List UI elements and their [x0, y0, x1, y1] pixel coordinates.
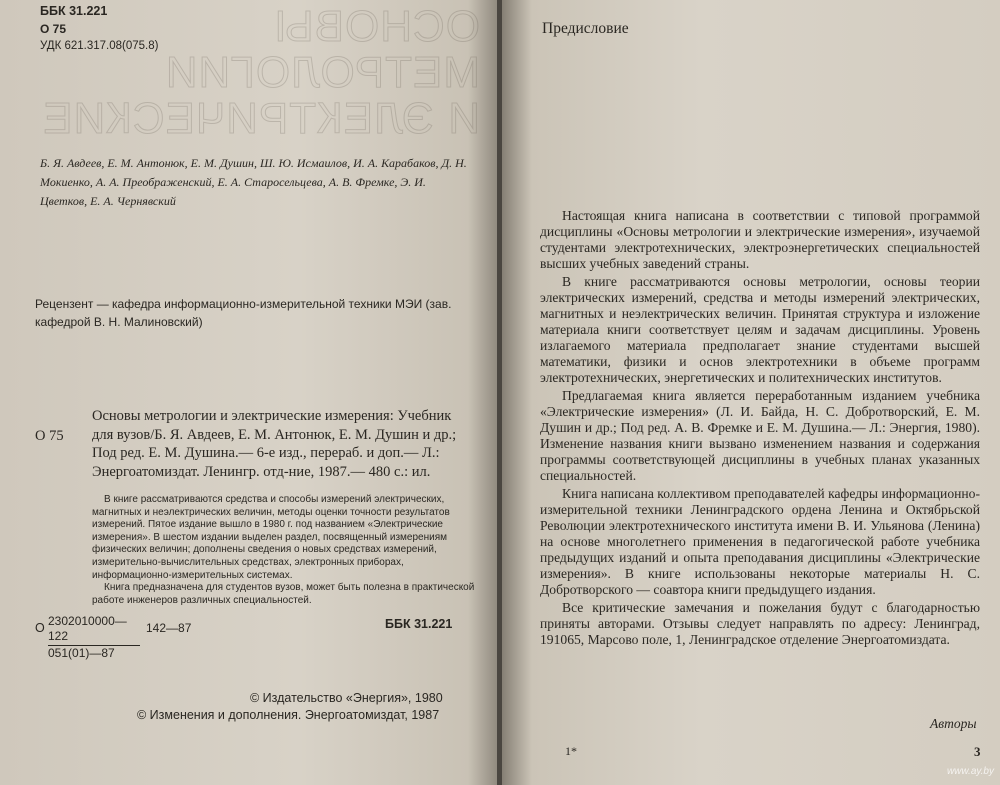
preface-paragraph: Предлагаемая книга является переработанным изданием учебника «Электрические измерения» (Л. И. Байда, Н. С. Добротворский, Е. М. Душин и др.; Под ред. А. В. Фремке и Е. М. Душина.— Л.: Энергия, 1980). Изменение названия книги вызвано изменением названия и содержания программы соответствующей дисциплины в учебных планах указанных специальностей.: [540, 387, 980, 484]
annotation-paragraph: В книге рассматриваются средства и способы измерений электрических, магнитных и неэлектрических величин, методы оценки точности результатов измерений. Пятое издание вышло в 1980 г. под названием «Электрические измерения». В шестом издании выделен раздел, посвященный измерениям физических величин; дополнены сведения о новых средствах измерений, измерительно-вычислительных средствах, электронных приборах, информационно-измерительных системах.: [92, 494, 450, 581]
site-watermark: www.ay.by: [946, 766, 994, 777]
annotation: [92, 494, 477, 607]
catalog-index: О 75: [35, 428, 64, 444]
o-index: О 75: [40, 22, 67, 36]
bbk-header: ББК 31.221: [40, 4, 108, 18]
preface-paragraph: Все критические замечания и пожелания будут с благодарностью приняты авторами. Отзывы следует направлять по адресу: Ленинград, 191065, Марсово поле, 1, Ленинградское отделение Энергоатомиздата.: [540, 599, 980, 647]
bbk-footer: ББК 31.221: [385, 617, 453, 631]
signature-mark: 1*: [565, 744, 577, 758]
code-prefix: О: [35, 621, 45, 635]
page-number: 3: [974, 744, 981, 759]
code-numerator: 2302010000—122: [48, 614, 140, 646]
copyright-1980: © Издательство «Энергия», 1980: [250, 691, 443, 705]
preface-paragraph: В книге рассматриваются основы метрологии, основы теории электрических измерений, средства и методы измерений электрических, магнитных и неэлектрических величин. Принятая структура и изложение материала книги соответствует целям и задачам дисциплины. Уровень излагаемого материала предполагает знание студентами высшей математики, физики и основ электротехники в объеме программ электротехнических, энергетических и политехнических институтов.: [540, 273, 980, 386]
annotation-paragraph: Книга предназначена для студентов вузов, может быть полезна в практической работе инженеров различных специальностей.: [92, 582, 475, 606]
preface-heading: Предисловие: [542, 20, 629, 37]
catalog-entry: Основы метрологии и электрические измерения: Учебник для вузов/Б. Я. Авдеев, Е. М. Антонюк, Е. М. Душин и др.; Под ред. Е. М. Душина.— 6-е изд., перераб. и доп.— Л.: Энергоатомиздат. Ленингр. отд-ние, 1987.— 480 с.: ил.: [92, 408, 457, 480]
left-page: [0, 0, 498, 785]
udk-code: УДК 621.317.08(075.8): [40, 40, 159, 52]
copyright-1987: © Изменения и дополнения. Энергоатомиздат, 1987: [137, 708, 440, 722]
preface-signature: Авторы: [930, 716, 977, 731]
authors-list: Б. Я. Авдеев, Е. М. Антонюк, Е. М. Душин, Ш. Ю. Исмаилов, И. А. Карабаков, Д. Н. Мокиенко, А. А. Преображенский, Е. А. Старосельцева, А. В. Фремке, Э. И. Цветков, Е. А. Чернявский: [40, 156, 467, 208]
catalog-code-fraction: [48, 614, 140, 661]
code-denominator: 051(01)—87: [48, 646, 115, 660]
show-through-title: ОСНОВЫ МЕТРОЛОГИИ И ЭЛЕКТРИЧЕСКИЕ: [42, 2, 480, 143]
preface-paragraph: Книга написана коллективом преподавателей кафедры информационно-измерительной техники Ленинградского ордена Ленина и Октябрьской Революции электротехнического института имени В. И. Ульянова (Ленина) на основе многолетнего применения в педагогической работе учебника предыдущих изданий и опыта преподавания дисциплины «Электрические измерения». В книге использованы некоторые материалы Н. С. Добротворского — соавтора книги предыдущего издания.: [540, 485, 980, 598]
code-suffix: 142—87: [146, 621, 192, 635]
right-page: [502, 0, 1000, 785]
preface-body: [540, 208, 980, 649]
preface-paragraph: Настоящая книга написана в соответствии с типовой программой дисциплины «Основы метрологии и электрические измерения», изучаемой студентами электротехнических, электроэнергетических специальностей высших учебных заведений страны.: [540, 208, 980, 272]
reviewer-line: Рецензент — кафедра информационно-измерительной техники МЭИ (зав. кафедрой В. Н. Малиновский): [35, 297, 452, 329]
